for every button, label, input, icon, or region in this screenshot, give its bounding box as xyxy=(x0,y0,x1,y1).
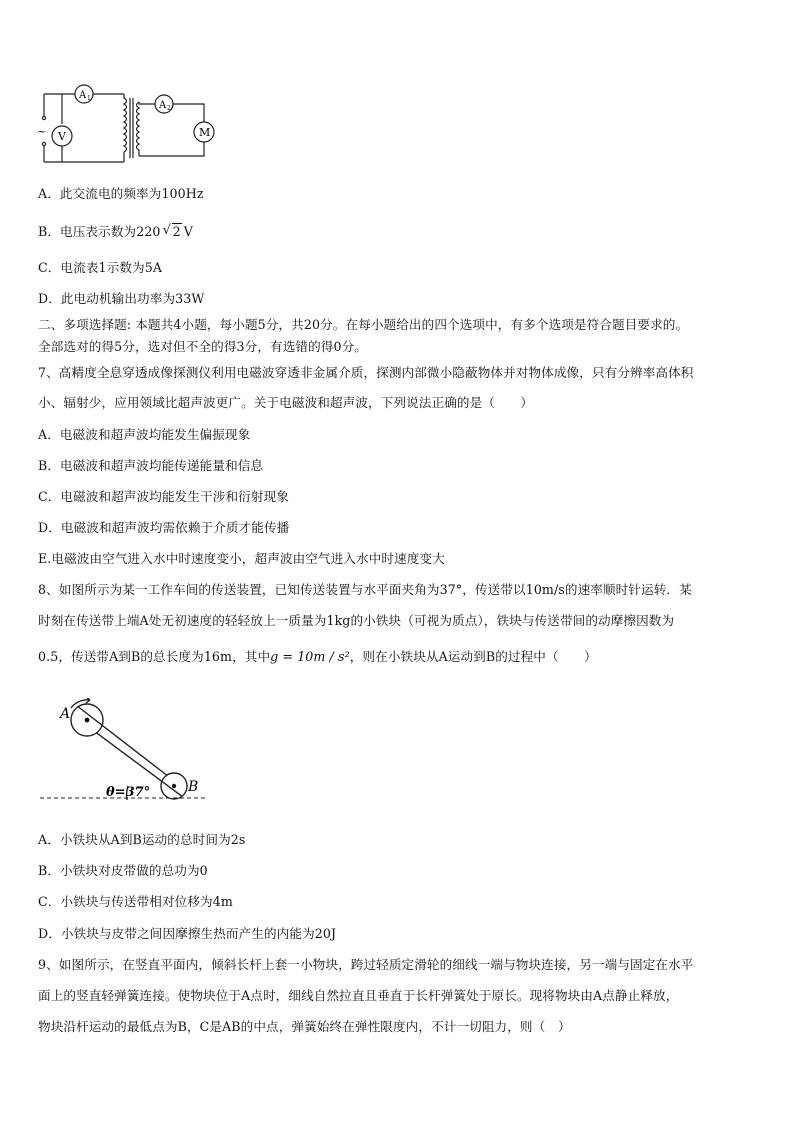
ammeter1-subscript: 1 xyxy=(87,95,91,102)
conveyor-belt-figure xyxy=(40,698,210,802)
q6-option-b-unit: V xyxy=(183,224,193,239)
angle-label: θ=37° xyxy=(106,785,151,800)
transformer-circuit-figure xyxy=(36,84,220,170)
q7-option-b: B．电磁波和超声波均能传递能量和信息 xyxy=(38,458,264,473)
q8-option-a: A．小铁块从A到B运动的总时间为2s xyxy=(38,832,246,847)
q7-stem-line1: 7、高精度全息穿透成像探测仪利用电磁波穿透非金属介质，探测内部微小隐蔽物体并对物体成像，只有分辨率高体积 xyxy=(38,365,694,380)
q6-option-d: D．此电动机输出功率为33W xyxy=(38,291,205,306)
q8-option-c: C．小铁块与传送带相对位移为4m xyxy=(38,894,233,909)
point-b-label: B xyxy=(188,779,199,795)
q6-option-c: C．电流表1示数为5A xyxy=(38,260,163,275)
q8-stem-line3 xyxy=(38,649,763,665)
q8-stem-line3-text: 0.5，传送带A到B的总长度为16m，其中 xyxy=(38,649,271,664)
ac-source-symbol: ~ xyxy=(37,125,47,138)
ammeter2-label: A xyxy=(159,100,167,111)
q8-option-d: D．小铁块与皮带之间因摩擦生热而产生的内能为20J xyxy=(38,926,337,941)
section2-instructions-line2: 全部选对的得5分，选对但不全的得3分，有选错的得0分。 xyxy=(38,339,367,354)
motor-label: M xyxy=(199,126,211,139)
q9-stem-line1: 9、如图所示，在竖直平面内，倾斜长杆上套一小物块，跨过轻质定滑轮的细线一端与物块连接，另一端与固定在水平 xyxy=(38,957,694,972)
sqrt-radicand: 2 xyxy=(172,224,181,239)
gravity-formula: g = 10m / s² xyxy=(270,649,350,664)
q7-option-c: C．电磁波和超声波均能发生干涉和衍射现象 xyxy=(38,489,289,504)
q9-stem-line2: 面上的竖直轻弹簧连接。使物块位于A点时，细线自然拉直且垂直于长杆弹簧处于原长。现将物块由A点静止释放， xyxy=(38,988,679,1003)
q7-option-a: A．电磁波和超声波均能发生偏振现象 xyxy=(38,427,251,442)
q7-option-d: D．电磁波和超声波均需依赖于介质才能传播 xyxy=(38,520,290,535)
q8-option-b: B．小铁块对皮带做的总功为0 xyxy=(38,863,208,878)
ammeter1-label: A xyxy=(79,90,87,101)
section2-instructions-line1: 二、多项选择题: 本题共4小题，每小题5分，共20分。在每小题给出的四个选项中，有多个选项是符合题目要求的。 xyxy=(38,317,689,332)
ammeter2-subscript: 2 xyxy=(167,105,171,112)
q9-stem-line3: 物块沿杆运动的最低点为B，C是AB的中点，弹簧始终在弹性限度内，不计一切阻力，则（ ） xyxy=(38,1019,571,1034)
voltmeter-label: V xyxy=(58,130,66,143)
q8-stem-line2: 时刻在传送带上端A处无初速度的轻轻放上一质量为1kg的小铁块（可视为质点），铁块与传送带间的动摩擦因数为 xyxy=(38,613,675,628)
q8-stem-line3-tail: ，则在小铁块从A运动到B的过程中（ ） xyxy=(349,649,597,664)
q7-stem-line2: 小、辐射少，应用领域比超声波更广。关于电磁波和超声波，下列说法正确的是（ ） xyxy=(38,395,534,410)
q6-option-b-text: B．电压表示数为220 xyxy=(38,224,161,239)
q8-stem-line1: 8、如图所示为某一工作车间的传送装置，已知传送装置与水平面夹角为37°，传送带以10m/s的速率顺时针运转．某 xyxy=(38,582,692,597)
q6-option-a: A．此交流电的频率为100Hz xyxy=(38,186,204,201)
sqrt-symbol xyxy=(163,224,182,240)
q6-option-b xyxy=(38,224,763,240)
q7-option-e: E.电磁波由空气进入水中时速度变小，超声波由空气进入水中时速度变大 xyxy=(38,551,445,566)
point-a-label: A xyxy=(60,706,71,722)
